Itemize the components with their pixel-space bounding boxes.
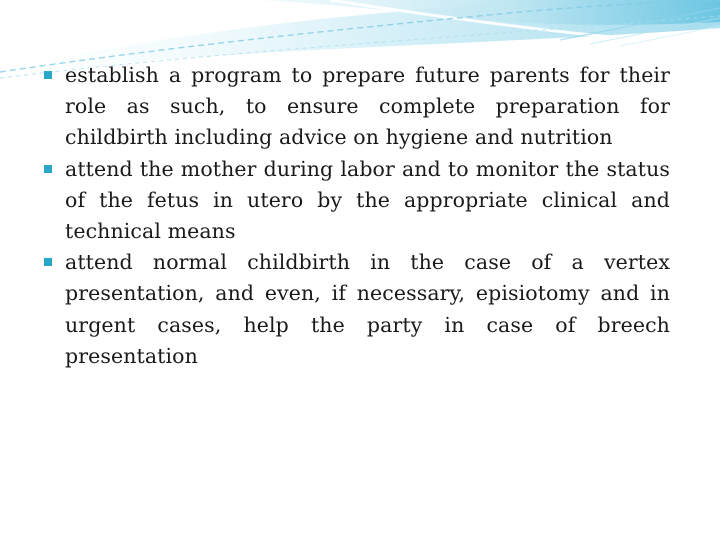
bullet-list bbox=[44, 60, 670, 372]
bullet-item bbox=[44, 154, 670, 248]
bullet-item bbox=[44, 60, 670, 154]
square-bullet-icon bbox=[44, 258, 52, 266]
bullet-text: attend normal childbirth in the case of a vertex presentation, and even, if necessary, episiotomy and in urgent cases, help the party in case of breech presentation bbox=[65, 250, 670, 368]
square-bullet-icon bbox=[44, 71, 52, 79]
square-bullet-icon bbox=[44, 165, 52, 173]
bullet-text: establish a program to prepare future parents for their role as such, to ensure complete preparation for childbirth including advice on hygiene and nutrition bbox=[65, 63, 670, 150]
bullet-item bbox=[44, 247, 670, 372]
bullet-text: attend the mother during labor and to monitor the status of the fetus in utero by the appropriate clinical and technical means bbox=[65, 156, 670, 244]
